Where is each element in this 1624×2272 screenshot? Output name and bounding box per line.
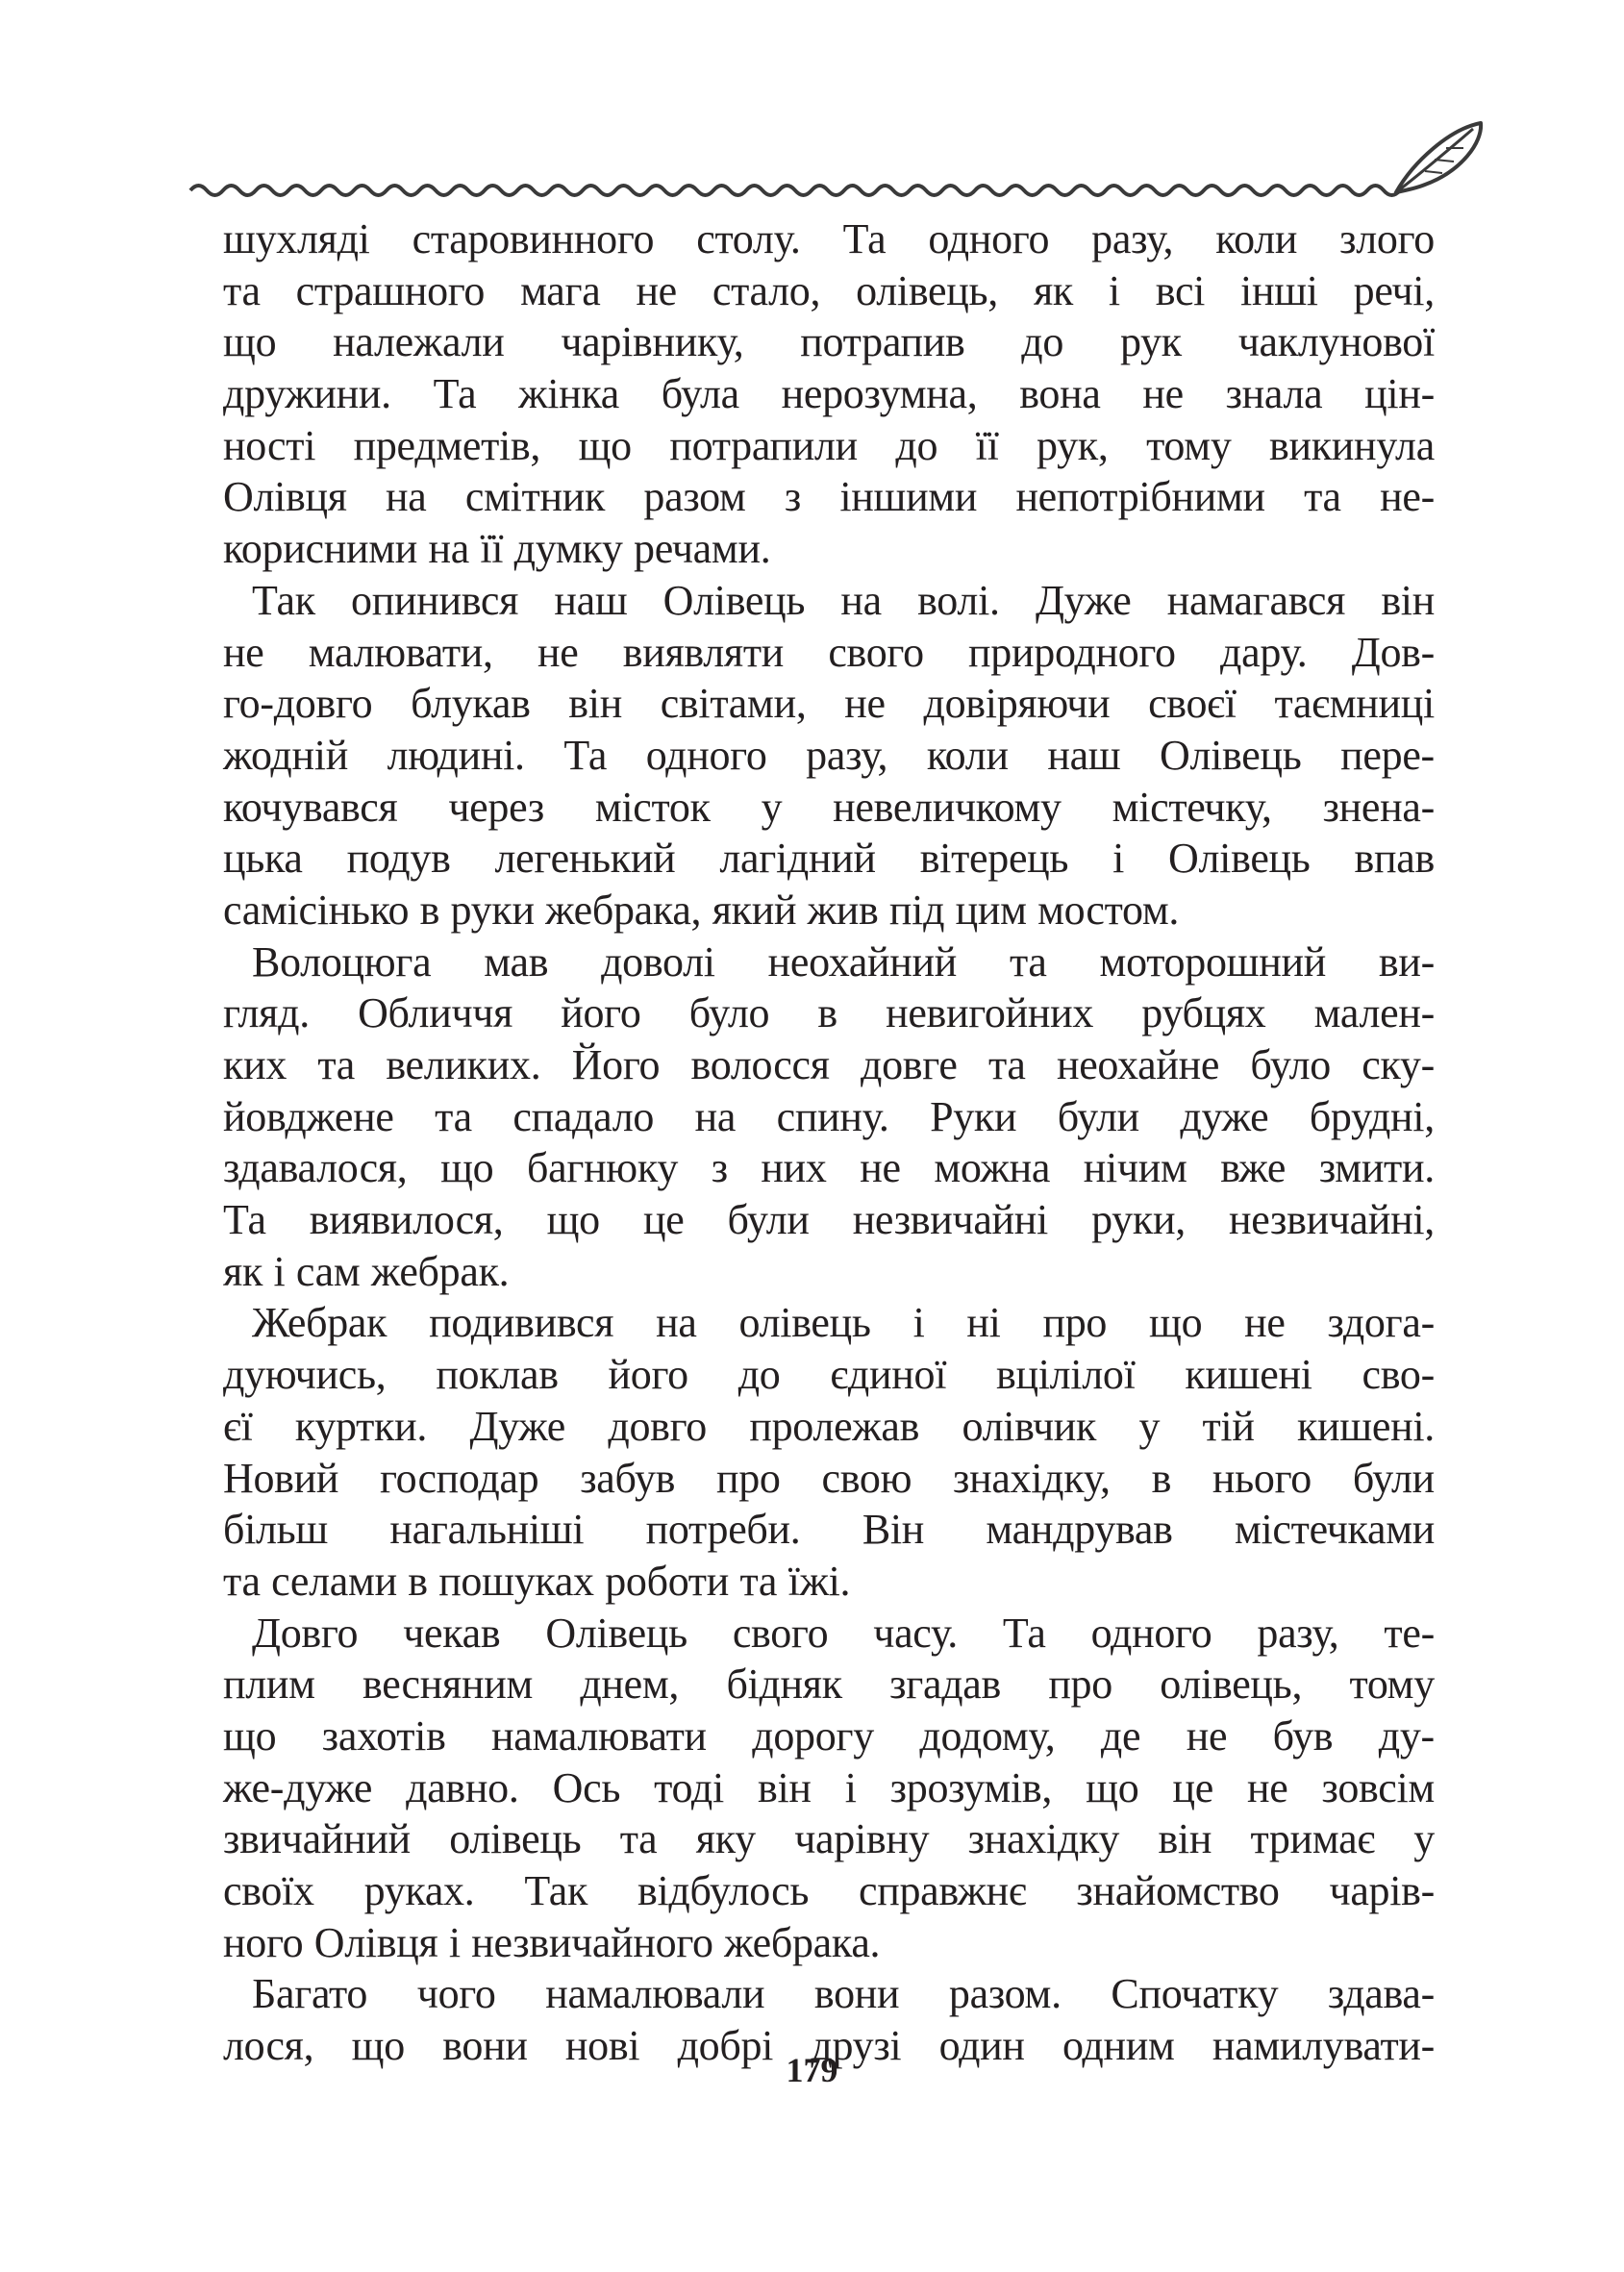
text-line: Та виявилося, що це були незвичайні руки, незвичайні, bbox=[223, 1196, 1435, 1244]
text-line: плим весняним днем, бідняк згадав про олівець, тому bbox=[223, 1660, 1435, 1709]
page-number: 179 bbox=[786, 2051, 838, 2089]
text-line: лося, що вони нові добрі друзі один одним намилувати- bbox=[223, 2022, 1435, 2070]
text-line: не малювати, не виявляти свого природного дару. Дов- bbox=[223, 628, 1435, 676]
text-line: жодній людині. Та одного разу, коли наш Олівець пере- bbox=[223, 731, 1435, 779]
text-line: Довго чекав Олівець свого часу. Та одного разу, те- bbox=[252, 1609, 1435, 1657]
feather-quill-icon bbox=[1396, 123, 1481, 192]
text-line: єї куртки. Дуже довго пролежав олівчик у тій кишені. bbox=[223, 1402, 1435, 1450]
text-line: же-дуже давно. Ось тоді він і зрозумів, що це не зовсім bbox=[223, 1763, 1435, 1811]
text-line: здавалося, що багнюку з них не можна нічим вже змити. bbox=[223, 1144, 1435, 1192]
text-line: що захотів намалювати дорогу додому, де не був ду- bbox=[223, 1711, 1435, 1760]
text-line: самісінько в руки жебрака, який жив під цим мостом. bbox=[223, 886, 1180, 934]
text-line: йовджене та спадало на спину. Руки були дуже брудні, bbox=[223, 1092, 1435, 1140]
text-line: дуючись, поклав його до єдиної вцілілої кишені сво- bbox=[223, 1351, 1435, 1399]
text-line: звичайний олівець та яку чарівну знахідку він тримає у bbox=[223, 1815, 1435, 1863]
text-line: своїх руках. Так відбулось справжнє знайомство чарів- bbox=[223, 1867, 1435, 1914]
text-line: го-довго блукав він світами, не довіряючи своєї таємниці bbox=[223, 680, 1435, 728]
text-line: шухляді старовинного столу. Та одного разу, коли злого bbox=[223, 215, 1435, 262]
header-ornament bbox=[183, 113, 1490, 210]
text-line: цька подув легенький лагідний вітерець і Олівець впав bbox=[223, 835, 1435, 883]
text-line: Волоцюга мав доволі неохайний та моторошний ви- bbox=[252, 937, 1435, 986]
text-line: та селами в пошуках роботи та їжі. bbox=[223, 1557, 851, 1605]
text-line: кочувався через місток у невеличкому містечку, знена- bbox=[223, 783, 1435, 831]
body-text bbox=[223, 213, 1435, 2072]
text-line: та страшного мага не стало, олівець, як і всі інші речі, bbox=[223, 266, 1435, 314]
text-line: Новий господар забув про свою знахідку, в нього були bbox=[223, 1454, 1435, 1502]
wavy-line bbox=[190, 186, 1400, 195]
text-line: Жебрак подивився на олівець і ні про що не здога- bbox=[252, 1299, 1435, 1347]
text-line: ності предметів, що потрапили до її рук, тому викинула bbox=[223, 421, 1435, 469]
text-line: що належали чарівнику, потрапив до рук чаклунової bbox=[223, 318, 1435, 366]
text-line: корисними на її думку речами. bbox=[223, 525, 771, 573]
text-line: більш нагальніші потреби. Він мандрував містечками bbox=[223, 1506, 1435, 1554]
text-line: Олівця на смітник разом з іншими непотрібними та не- bbox=[223, 473, 1435, 521]
text-line: ного Олівця і незвичайного жебрака. bbox=[223, 1918, 881, 1966]
text-line: дружини. Та жінка була нерозумна, вона не знала цін- bbox=[223, 370, 1435, 418]
text-line: Так опинився наш Олівець на волі. Дуже намагався він bbox=[252, 576, 1435, 624]
text-line: гляд. Обличчя його було в невигойних рубцях мален- bbox=[223, 989, 1435, 1037]
text-line: ких та великих. Його волосся довге та неохайне було ску- bbox=[223, 1041, 1435, 1088]
text-line: як і сам жебрак. bbox=[223, 1247, 510, 1295]
text-line: Багато чого намалювали вони разом. Спочатку здава- bbox=[252, 1970, 1435, 2018]
